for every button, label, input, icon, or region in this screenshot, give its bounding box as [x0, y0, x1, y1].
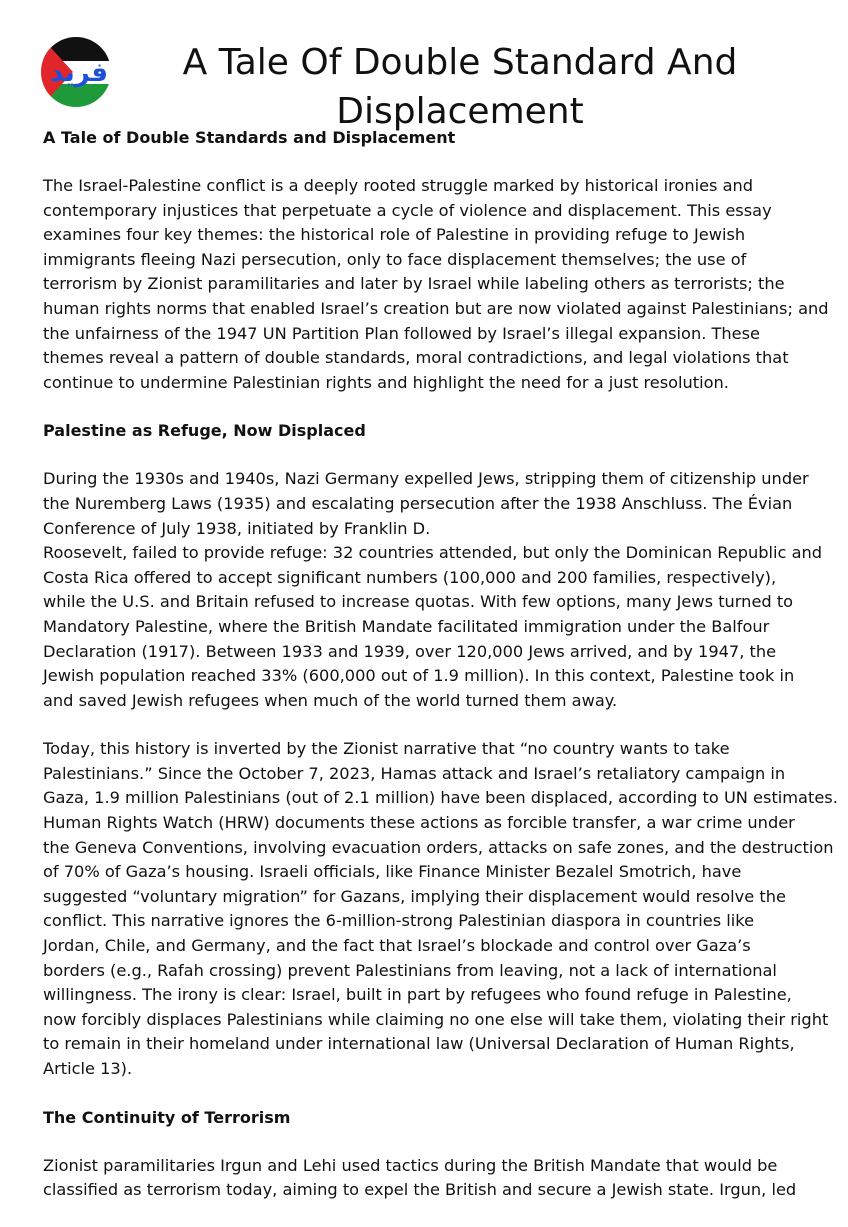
paragraph [43, 737, 838, 1081]
document-body [43, 126, 838, 1227]
paragraph [43, 174, 829, 395]
text-line: terrorism by Zionist paramilitaries and later by Israel while labeling others as terrorists; the [43, 274, 785, 294]
text-line: During the 1930s and 1940s, Nazi Germany expelled Jews, stripping them of citizenship under [43, 469, 809, 489]
text-line: conflict. This narrative ignores the 6-million-strong Palestinian diaspora in countries like [43, 911, 755, 931]
section-heading: Palestine as Refuge, Now Displaced [43, 421, 366, 441]
paragraph [43, 1154, 815, 1203]
text-line: Zionist paramilitaries Irgun and Lehi used tactics during the British Mandate that would be [43, 1155, 778, 1175]
text-line: continue to undermine Palestinian rights and highlight the need for a just resolution. [43, 372, 729, 392]
text-line: The Israel-Palestine conflict is a deeply rooted struggle marked by historical ironies and [43, 176, 754, 195]
text-line: the unfairness of the 1947 UN Partition Plan followed by Israel’s illegal expansion. These [43, 323, 761, 343]
text-line: classified as terrorism today, aiming to expel the British and secure a Jewish state. Irgun, led [43, 1180, 797, 1200]
text-line: while the U.S. and Britain refused to increase quotas. With few options, many Jews turned to [43, 592, 794, 612]
section-heading: The Continuity of Terrorism [43, 1107, 291, 1127]
text-line: examines four key themes: the historical role of Palestine in providing refuge to Jewish [43, 225, 746, 245]
text-line: immigrants fleeing Nazi persecution, only to face displacement themselves; the use of [43, 249, 747, 269]
text-line: Today, this history is inverted by the Zionist narrative that “no country wants to take [43, 739, 730, 759]
text-line: human rights norms that enabled Israel’s creation but are now violated against Palestinians; and [43, 298, 829, 318]
text-line: of 70% of Gaza’s housing. Israeli officials, like Finance Minister Bezalel Smotrich, have [43, 862, 742, 882]
logo-text: فريد [50, 58, 108, 88]
text-line: and saved Jewish refugees when much of the world turned them away. [43, 690, 618, 710]
text-line: Gaza, 1.9 million Palestinians (out of 2.1 million) have been displaced, according to UN estimates. [43, 788, 838, 808]
text-line: the Geneva Conventions, involving evacuation orders, attacks on safe zones, and the destruction [43, 837, 834, 857]
text-line: Roosevelt, failed to provide refuge: 32 countries attended, but only the Dominican Republic and [43, 543, 823, 563]
text-line: Jordan, Chile, and Germany, and the fact that Israel’s blockade and control over Gaza’s [43, 936, 751, 956]
text-line: Mandatory Palestine, where the British Mandate facilitated immigration under the Balfour [43, 616, 770, 636]
text-line: suggested “voluntary migration” for Gazans, implying their displacement would resolve the [43, 886, 786, 906]
logo-icon [41, 37, 111, 107]
text-line: Human Rights Watch (HRW) documents these actions as forcible transfer, a war crime under [43, 813, 795, 833]
text-line: borders (e.g., Rafah crossing) prevent Palestinians from leaving, not a lack of international [43, 960, 777, 980]
text-line: now forcibly displaces Palestinians while claiming no one else will take them, violating their right [43, 1009, 829, 1029]
text-line: the Nuremberg Laws (1935) and escalating persecution after the 1938 Anschluss. The Évian [43, 493, 793, 513]
text-line: Declaration (1917). Between 1933 and 1939, over 120,000 Jews arrived, and by 1947, the [43, 641, 777, 661]
section-heading: A Tale of Double Standards and Displacement [43, 128, 456, 147]
paragraph [43, 467, 823, 713]
page-title: A Tale Of Double Standard And Displacement [182, 42, 738, 132]
text-line: Conference of July 1938, initiated by Franklin D. [43, 518, 431, 538]
text-line: to remain in their homeland under international law (Universal Declaration of Human Rights, [43, 1034, 795, 1054]
text-line: Palestinians.” Since the October 7, 2023, Hamas attack and Israel’s retaliatory campaign in [43, 763, 786, 783]
text-line: themes reveal a pattern of double standards, moral contradictions, and legal violations that [43, 348, 789, 368]
text-line: Article 13). [43, 1059, 133, 1078]
text-line: contemporary injustices that perpetuate a cycle of violence and displacement. This essay [43, 200, 772, 220]
text-line: Costa Rica offered to accept significant numbers (100,000 and 200 families, respectively), [43, 567, 777, 587]
text-line: willingness. The irony is clear: Israel, built in part by refugees who found refuge in Palestine, [43, 985, 792, 1005]
text-line: Jewish population reached 33% (600,000 out of 1.9 million). In this context, Palestine took in [43, 666, 795, 686]
